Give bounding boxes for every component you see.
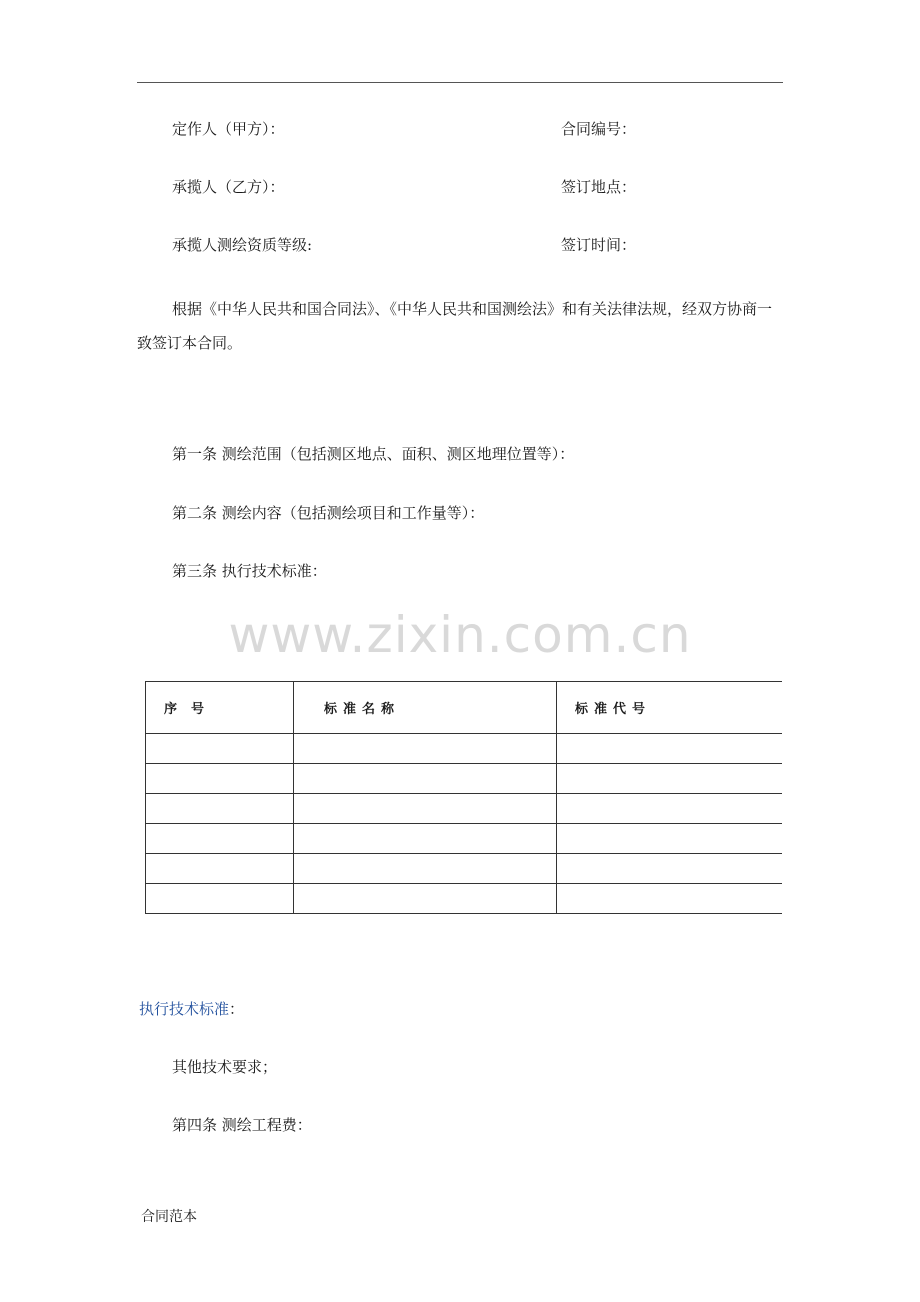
preamble-paragraph: 根据《中华人民共和国合同法》、《中华人民共和国测绘法》和有关法律法规，经双方协商一致签订本合同。 xyxy=(137,300,773,352)
table-cell xyxy=(146,884,294,914)
table-row xyxy=(146,854,782,884)
header-cell-standard-code: 标准代号 xyxy=(557,682,782,734)
table-cell xyxy=(557,824,782,854)
table-cell xyxy=(294,764,557,794)
article-2: 第二条 测绘内容（包括测绘项目和工作量等）： xyxy=(172,504,485,522)
table-cell xyxy=(146,734,294,764)
header-cell-standard-name: 标准名称 xyxy=(294,682,557,734)
table-cell xyxy=(557,794,782,824)
table-row xyxy=(146,824,782,854)
table-cell xyxy=(146,764,294,794)
table-cell xyxy=(294,854,557,884)
sign-place-label: 签订地点： xyxy=(561,178,637,196)
standards-table xyxy=(145,681,782,914)
tech-standard-heading xyxy=(139,998,244,1020)
table-cell xyxy=(146,854,294,884)
table-cell xyxy=(294,794,557,824)
table-cell xyxy=(557,884,782,914)
table-cell xyxy=(557,854,782,884)
table-row xyxy=(146,884,782,914)
article-3: 第三条 执行技术标准： xyxy=(172,562,327,580)
footer-label: 合同范本 xyxy=(141,1209,197,1225)
table-cell xyxy=(294,884,557,914)
tech-standard-colon: ： xyxy=(229,1000,245,1018)
table-cell xyxy=(557,764,782,794)
table-row xyxy=(146,734,782,764)
table-cell xyxy=(146,794,294,824)
contract-no-label: 合同编号： xyxy=(561,120,637,138)
tech-standard-label: 执行技术标准 xyxy=(139,1000,230,1018)
table-row xyxy=(146,764,782,794)
sign-time-label: 签订时间： xyxy=(561,236,637,254)
header-rule xyxy=(137,82,783,83)
header-cell-index: 序号 xyxy=(146,682,294,734)
table-cell xyxy=(294,824,557,854)
article-4: 第四条 测绘工程费： xyxy=(172,1116,312,1134)
watermark: www.zixin.com.cn xyxy=(228,606,692,664)
qualification-label: 承揽人测绘资质等级: xyxy=(172,236,313,254)
party-a-label: 定作人（甲方）： xyxy=(172,120,285,138)
table-cell xyxy=(557,734,782,764)
table-cell xyxy=(294,734,557,764)
other-requirements: 其他技术要求； xyxy=(172,1058,278,1076)
party-b-label: 承揽人（乙方）： xyxy=(172,178,285,196)
table-row xyxy=(146,794,782,824)
article-1: 第一条 测绘范围（包括测区地点、面积、测区地理位置等）： xyxy=(172,445,575,463)
table-cell xyxy=(146,824,294,854)
table-header-row xyxy=(146,682,782,734)
